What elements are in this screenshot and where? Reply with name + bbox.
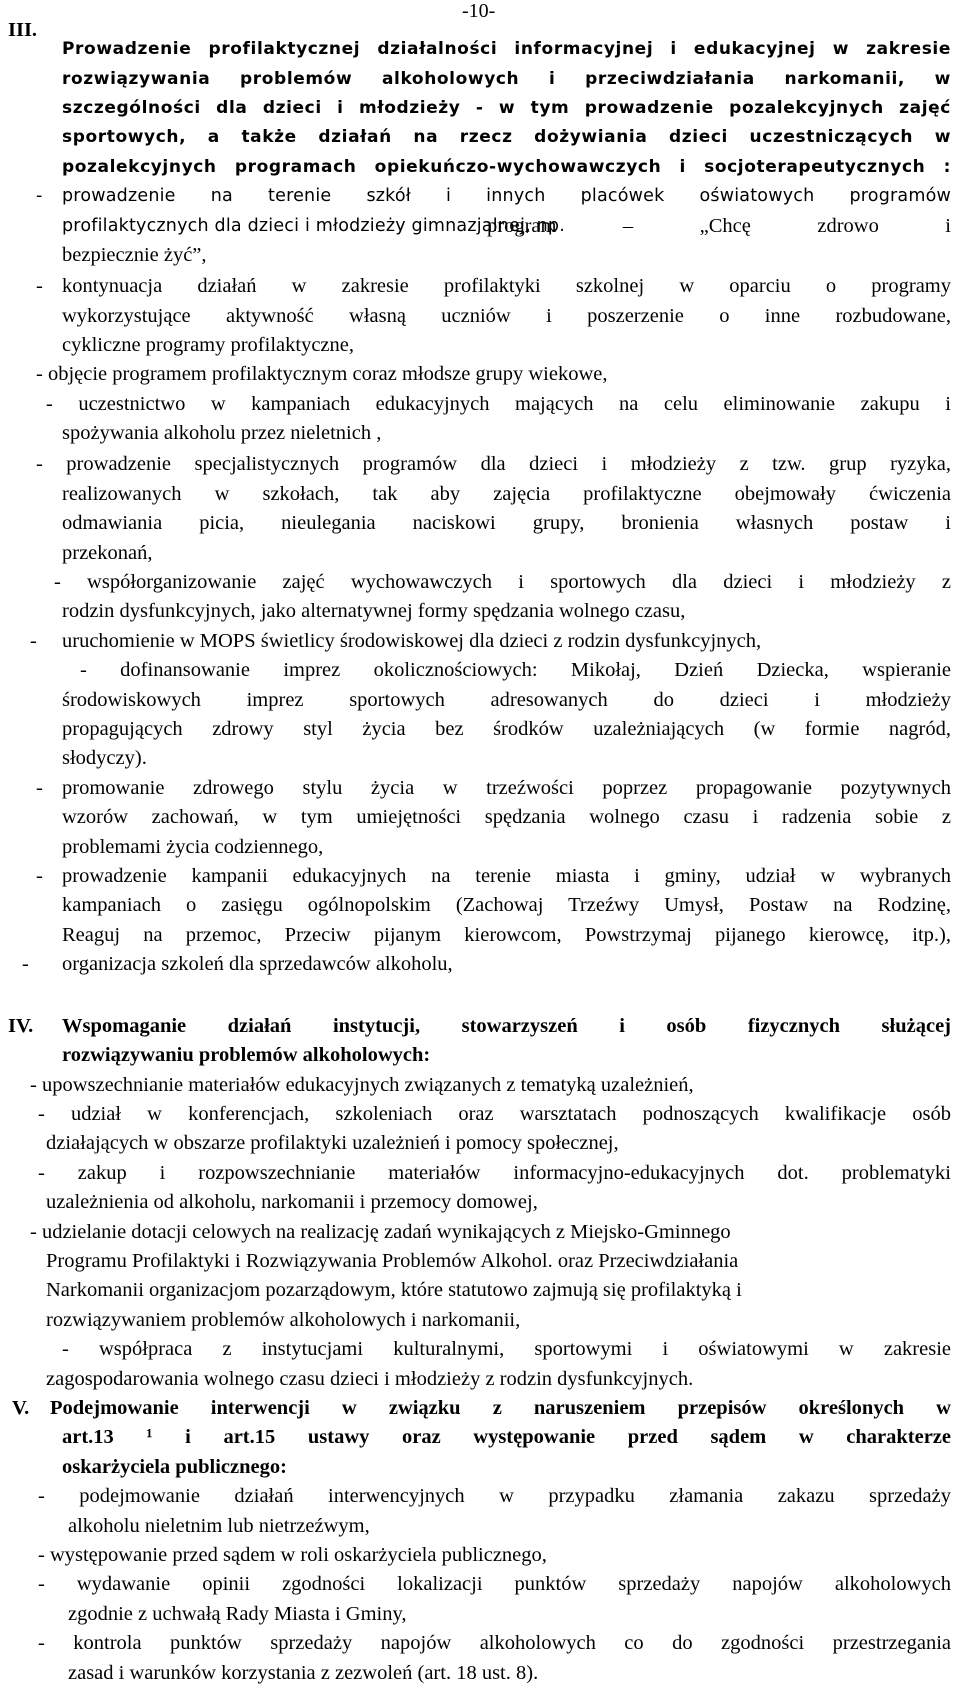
text-line: spożywania alkoholu przez nieletnich , [62,422,382,444]
text-line: rozwiązywaniem problemów alkoholowych i narkomanii, [46,1309,521,1331]
text-line: kontynuacja działań w zakresie profilaktyki szkolnej w oparciu o programy [62,275,951,297]
text-line: cykliczne programy profilaktyczne, [62,334,354,356]
text-line: problemami życia codziennego, [62,836,324,858]
text-line: rodzin dysfunkcyjnych, jako alternatywnej formy spędzania wolnego czasu, [62,600,686,622]
text-line: propagujących zdrowy styl życia bez środków uzależniających (w formie nagród, [62,718,951,740]
text-line: - zakup i rozpowszechnianie materiałów informacyjno-edukacyjnych dot. problematyki [38,1162,951,1184]
text-line: oskarżyciela publicznego: [62,1456,287,1478]
text-line: V. [12,1397,30,1419]
text-line: organizacja szkoleń dla sprzedawców alkoholu, [62,953,453,975]
text-line: wykorzystujące aktywność własną uczniów i poszerzenie o inne rozbudowane, [62,305,951,327]
page-number: -10- [462,0,496,22]
text-line: Programu Profilaktyki i Rozwiązywania Problemów Alkohol. oraz Przeciwdziałania [46,1250,739,1272]
text-line: słodyczy). [62,747,147,769]
text-line: - objęcie programem profilaktycznym coraz młodsze grupy wiekowe, [36,363,608,385]
text-line: - wydawanie opinii zgodności lokalizacji punktów sprzedaży napojów alkoholowych [38,1573,951,1595]
text-line: zasad i warunków korzystania z zezwoleń (art. 18 ust. 8). [68,1662,539,1684]
text-line: alkoholu nieletnim lub nietrzeźwym, [68,1515,370,1537]
text-line: kampaniach o zasięgu ogólnopolskim (Zachowaj Trzeźwy Umysł, Postaw na Rodzinę, [62,894,951,916]
text-line: III. [8,19,38,41]
text-line: Wspomaganie działań instytucji, stowarzyszeń i osób fizycznych służącej [62,1015,951,1037]
text-line: zgodnie z uchwałą Rady Miasta i Gminy, [68,1603,407,1625]
text-line: - [36,777,43,799]
text-line: profilaktycznych dla dzieci i młodzieży gimnazjalnej, np. [62,216,565,236]
text-line: - uczestnictwo w kampaniach edukacyjnych mających na celu eliminowanie zakupu i [46,393,951,415]
text-line: - udzielanie dotacji celowych na realizację zadań wynikających z Miejsko-Gminnego [30,1221,731,1243]
text-line: bezpiecznie żyć”, [62,244,207,266]
text-line: - [36,186,43,206]
text-line: art.13 ¹ i art.15 ustawy oraz występowanie przed sądem w charakterze [62,1426,951,1448]
text-line: - dofinansowanie imprez okolicznościowych: Mikołaj, Dzień Dziecka, wspieranie [80,659,951,681]
text-line: - upowszechnianie materiałów edukacyjnych związanych z tematyką uzależnień, [30,1074,694,1096]
text-line: Reaguj na przemoc, Przeciw pijanym kierowcom, Powstrzymaj pijanego kierowcę, itp.), [62,924,951,946]
text-line: pozalekcyjnych programach opiekuńczo-wychowawczych i socjoterapeutycznych : [62,157,951,177]
text-line: rozwiązywania problemów alkoholowych i przeciwdziałania narkomanii, w [62,69,951,89]
text-line: uruchomienie w MOPS świetlicy środowiskowej dla dzieci z rodzin dysfunkcyjnych, [62,630,762,652]
text-line: - współpraca z instytucjami kulturalnymi, sportowymi i oświatowymi w zakresie [62,1338,951,1360]
text-line: realizowanych w szkołach, tak aby zajęcia profilaktyczne obejmowały ćwiczenia [62,483,951,505]
text-line: odmawiania picia, nieulegania naciskowi grupy, bronienia własnych postaw i [62,512,951,534]
text-line: działających w obszarze profilaktyki uzależnień i pomocy społecznej, [46,1132,619,1154]
text-line: uzależnienia od alkoholu, narkomanii i przemocy domowej, [46,1191,538,1213]
text-line: przekonań, [62,542,153,564]
text-line: sportowych, a także działań na rzecz dożywiania dzieci uczestniczących w [62,127,951,147]
text-line: środowiskowych imprez sportowych adresowanych do dzieci i młodzieży [62,689,951,711]
text-line: Podejmowanie interwencji w związku z naruszeniem przepisów określonych w [50,1397,951,1419]
text-line: - występowanie przed sądem w roli oskarżyciela publicznego, [38,1544,547,1566]
text-line: zagospodarowania wolnego czasu dzieci i młodzieży z rodzin dysfunkcyjnych. [46,1368,694,1390]
text-line: prowadzenie kampanii edukacyjnych na terenie miasta i gminy, udział w wybranych [62,865,951,887]
text-line: promowanie zdrowego stylu życia w trzeźwości poprzez propagowanie pozytywnych [62,777,951,799]
text-line: wzorów zachowań, w tym umiejętności spędzania wolnego czasu i radzenia sobie z [62,806,951,828]
text-line: - [30,630,37,652]
text-line: rozwiązywaniu problemów alkoholowych: [62,1044,431,1066]
text-line: program – „Chcę zdrowo i [487,215,951,237]
text-line: - [22,953,29,975]
text-line: - podejmowanie działań interwencyjnych w przypadku złamania zakazu sprzedaży [38,1485,951,1507]
text-line: - udział w konferencjach, szkoleniach oraz warsztatach podnoszących kwalifikacje osób [38,1103,951,1125]
text-line: - [36,275,43,297]
text-line: - kontrola punktów sprzedaży napojów alkoholowych co do zgodności przestrzegania [38,1632,951,1654]
text-line: prowadzenie na terenie szkół i innych placówek oświatowych programów [62,186,951,206]
text-line: szczególności dla dzieci i młodzieży - w tym prowadzenie pozalekcyjnych zajęć [62,98,951,118]
text-line: Narkomanii organizacjom pozarządowym, które statutowo zajmują się profilaktyką i [46,1279,742,1301]
text-line: - [36,865,43,887]
text-line: - prowadzenie specjalistycznych programów dla dzieci i młodzieży z tzw. grup ryzyka, [36,453,951,475]
text-line: IV. [8,1015,34,1037]
text-line: Prowadzenie profilaktycznej działalności informacyjnej i edukacyjnej w zakresie [62,39,951,59]
text-line: - współorganizowanie zajęć wychowawczych i sportowych dla dzieci i młodzieży z [54,571,951,593]
